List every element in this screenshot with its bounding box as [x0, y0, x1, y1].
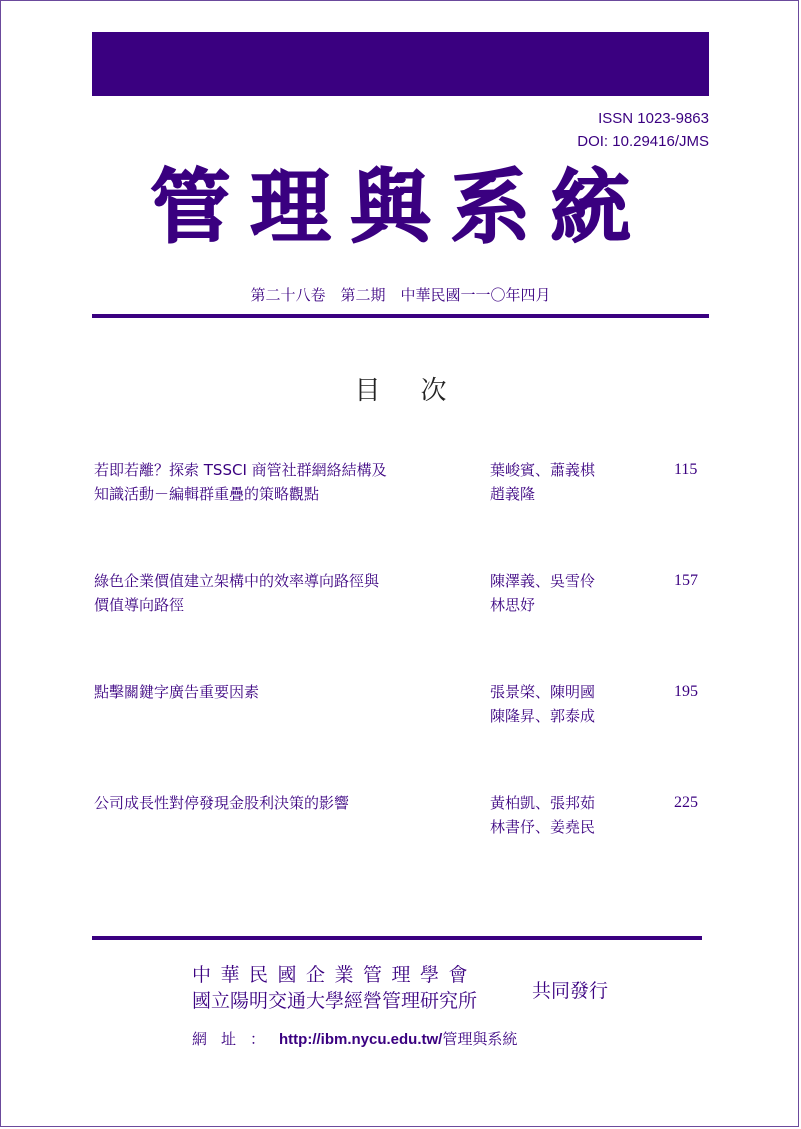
article-authors: [490, 680, 630, 728]
table-of-contents: [94, 458, 714, 902]
issn-number: ISSN 1023-9863: [598, 110, 709, 127]
article-title-line: 知識活動－編輯群重疊的策略觀點: [94, 485, 320, 503]
article-page-number: 195: [674, 683, 698, 700]
author-line: 黃柏凱、張邦茹: [490, 794, 596, 812]
article-title[interactable]: [94, 791, 454, 815]
article-page-number: 157: [674, 572, 698, 589]
article-title-line: 點擊關鍵字廣告重要因素: [94, 683, 260, 701]
article-authors: [490, 569, 630, 617]
header-band: [92, 32, 709, 96]
publisher-block: [192, 962, 477, 1014]
website-line: [192, 1028, 517, 1049]
publisher-org-1: 中華民國企業管理學會: [192, 964, 478, 986]
author-line: 趙義隆: [490, 485, 536, 503]
website-label: 網址：: [192, 1030, 280, 1048]
article-title-line: 綠色企業價值建立架構中的效率導向路徑與: [94, 572, 380, 590]
toc-entry[interactable]: [94, 791, 714, 902]
article-title-line: 若即若離？探索 TSSCI 商管社群網絡結構及: [94, 461, 387, 479]
author-line: 張景棨、陳明國: [490, 683, 596, 701]
article-authors: [490, 458, 630, 506]
article-authors: [490, 791, 630, 839]
doi-number: DOI: 10.29416/JMS: [577, 133, 709, 150]
journal-title: 管理與系統: [150, 161, 651, 254]
article-title[interactable]: [94, 680, 454, 704]
top-divider: [92, 314, 709, 318]
issn-block: [577, 107, 709, 153]
article-title[interactable]: [94, 458, 454, 506]
bottom-divider: [92, 936, 702, 940]
author-line: 陳隆昇、郭泰成: [490, 707, 596, 725]
toc-entry[interactable]: [94, 569, 714, 680]
website-suffix: 管理與系統: [442, 1030, 518, 1048]
issue-info: 第二十八卷 第二期 中華民國一一〇年四月: [250, 286, 551, 304]
website-link[interactable]: http://ibm.nycu.edu.tw/: [279, 1031, 443, 1048]
author-line: 林思妤: [490, 596, 536, 614]
article-page-number: 225: [674, 794, 698, 811]
toc-heading: 目次: [354, 376, 487, 406]
publisher-org-2: 國立陽明交通大學經營管理研究所: [192, 990, 478, 1012]
article-title[interactable]: [94, 569, 454, 617]
co-publish-label: 共同發行: [532, 980, 609, 1002]
toc-entry[interactable]: [94, 680, 714, 791]
toc-entry[interactable]: [94, 458, 714, 569]
author-line: 葉峻賓、蕭義棋: [490, 461, 596, 479]
article-title-line: 價值導向路徑: [94, 596, 185, 614]
article-title-line: 公司成長性對停發現金股利決策的影響: [94, 794, 350, 812]
author-line: 林書伃、姜堯民: [490, 818, 596, 836]
article-page-number: 115: [674, 461, 698, 478]
author-line: 陳澤義、吳雪伶: [490, 572, 596, 590]
